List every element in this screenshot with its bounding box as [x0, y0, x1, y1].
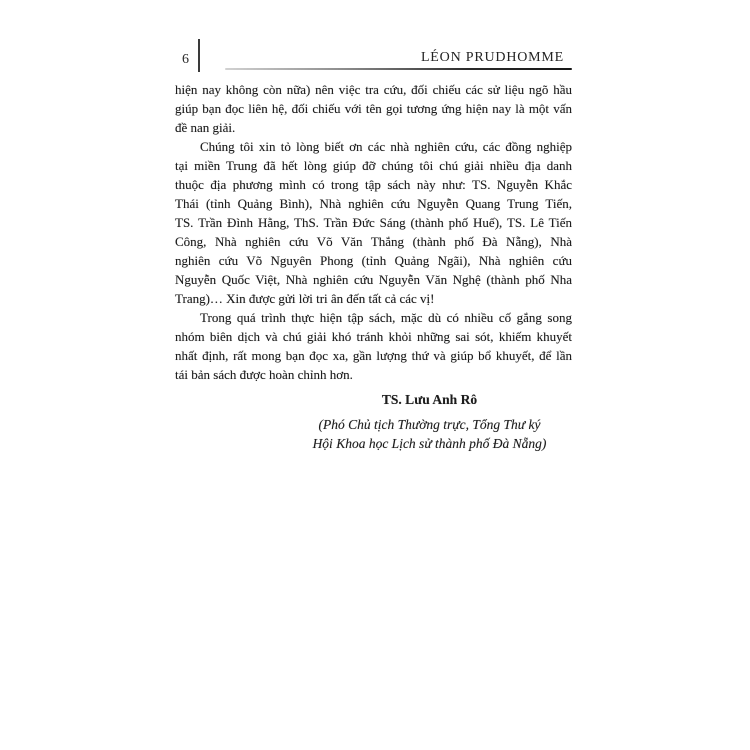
signature-role-line: (Phó Chủ tịch Thường trực, Tổng Thư ký	[318, 417, 541, 432]
text-line: tại miền Trung đã hết lòng giúp đỡ chúng tôi chú giải nhiều địa danh	[175, 158, 572, 173]
text-line: Chúng tôi xin tỏ lòng biết ơn các nhà nghiên cứu, các đồng nghiệp	[200, 139, 572, 154]
running-title: LÉON PRUDHOMME	[420, 50, 564, 65]
text-line: nhóm biên dịch và chú giải khó tránh khỏi những sai sót, khiếm khuyết	[175, 329, 572, 344]
paragraph	[175, 308, 572, 384]
signature-role-line: Hội Khoa học Lịch sử thành phố Đà Nẵng)	[312, 436, 547, 451]
text-line: Trang)… Xin được gửi lời tri ân đến tất cả các vị!	[175, 291, 435, 306]
header-rule	[225, 68, 572, 70]
body-text	[175, 80, 572, 384]
signature-block	[287, 384, 572, 453]
text-line: tái bản sách được hoàn chỉnh hơn.	[175, 367, 353, 382]
text-line: Thái (tỉnh Quảng Bình), Nhà nghiên cứu Nguyễn Quang Trung Tiến,	[175, 196, 572, 211]
header-divider-bar	[198, 39, 200, 72]
paragraph	[175, 137, 572, 308]
text-line: thuộc địa phương mình có trong tập sách này như: TS. Nguyễn Khắc	[175, 177, 572, 192]
paragraph	[175, 80, 572, 137]
text-line: Trong quá trình thực hiện tập sách, mặc dù có nhiều cố gắng song	[200, 310, 572, 325]
page-header	[175, 38, 572, 70]
text-line: giúp bạn đọc liên hệ, đối chiếu với tên gọi tương ứng hiện nay là một vấn	[175, 101, 572, 116]
text-line: TS. Trần Đình Hằng, ThS. Trần Đức Sáng (thành phố Huế), TS. Lê Tiến	[175, 215, 572, 230]
text-line: nghiên cứu Võ Nguyên Phong (tỉnh Quảng Ngãi), Nhà nghiên cứu	[175, 253, 572, 268]
header-right	[225, 38, 572, 70]
text-line: Công, Nhà nghiên cứu Võ Văn Thắng (thành phố Đà Nẵng), Nhà	[175, 234, 572, 249]
text-line: nhất định, rất mong bạn đọc xa, gần lượng thứ và giúp bổ khuyết, để lần	[175, 348, 572, 363]
text-line: Nguyễn Quốc Việt, Nhà nghiên cứu Nguyễn Văn Nghệ (thành phố Nha	[175, 272, 572, 287]
signature-name: TS. Lưu Anh Rô	[381, 392, 478, 407]
text-line: đề nan giải.	[175, 120, 236, 135]
text-line: hiện nay không còn nữa) nên việc tra cứu, đối chiếu các sử liệu ngõ hầu	[175, 82, 572, 97]
page-number: 6	[182, 52, 189, 67]
